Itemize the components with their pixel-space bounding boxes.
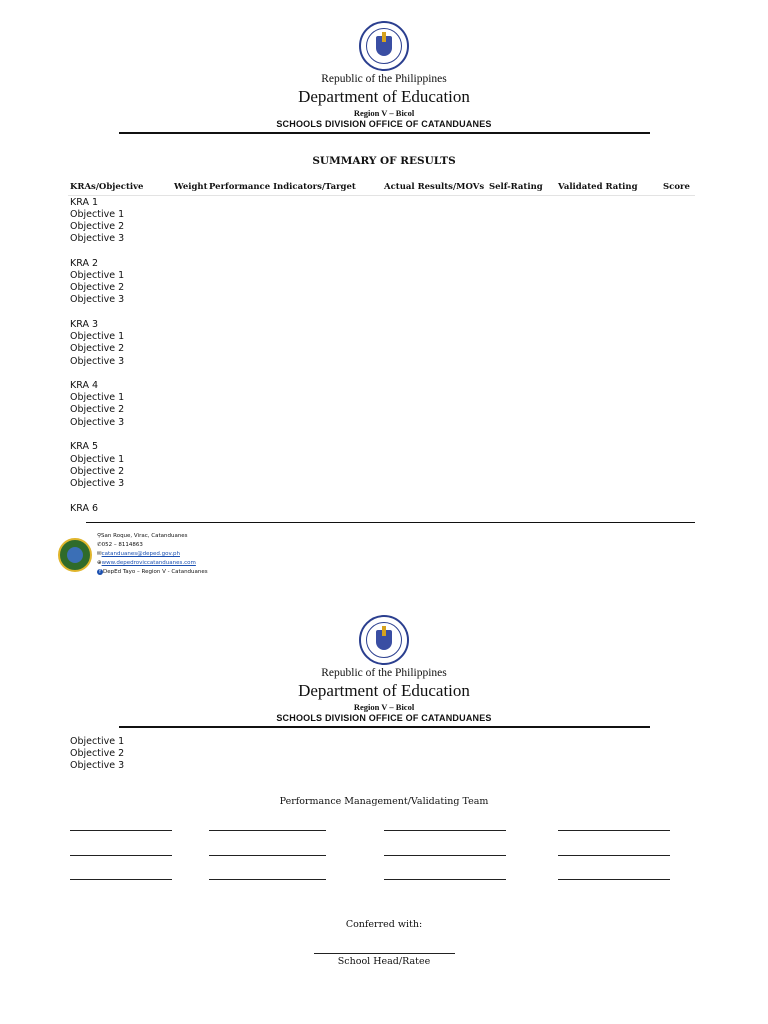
signatory-label: School Head/Ratee — [337, 956, 431, 967]
list-item: Objective 2 — [70, 466, 125, 477]
list-item-kra: KRA 2 — [70, 258, 99, 269]
header-divider — [119, 726, 650, 728]
header-rule — [68, 195, 695, 196]
list-item: Objective 3 — [70, 356, 125, 367]
phone-icon: ✆ — [97, 542, 102, 548]
col-header-score: Score — [663, 182, 690, 192]
email-icon: ✉ — [97, 551, 102, 557]
conferred-label: Conferred with: — [345, 919, 423, 930]
facebook-icon: f — [97, 569, 103, 575]
col-header-self-rating: Self-Rating — [489, 182, 543, 192]
list-item: Objective 3 — [70, 478, 125, 489]
signature-line — [209, 855, 326, 856]
signature-line — [558, 830, 670, 831]
deped-seal-icon — [359, 21, 409, 71]
list-item-kra: KRA 3 — [70, 319, 99, 330]
col-header-weight: Weight — [174, 182, 208, 192]
list-item: Objective 2 — [70, 404, 125, 415]
footer-website[interactable]: ⊕www.depedroviccatanduanes.com — [97, 560, 196, 566]
signature-line — [384, 879, 506, 880]
signature-line — [70, 830, 172, 831]
list-item: Objective 1 — [70, 392, 125, 403]
signature-line — [209, 879, 326, 880]
list-item: Objective 1 — [70, 454, 125, 465]
signature-line — [384, 830, 506, 831]
list-item: Objective 1 — [70, 209, 125, 220]
department-title: Department of Education — [298, 681, 470, 700]
division-text: SCHOOLS DIVISION OFFICE OF CATANDUANES — [276, 713, 492, 723]
list-item: Objective 1 — [70, 736, 125, 747]
signature-line-school-head — [314, 953, 455, 954]
list-item: Objective 3 — [70, 294, 125, 305]
division-text: SCHOOLS DIVISION OFFICE OF CATANDUANES — [276, 119, 492, 129]
col-header-validated: Validated Rating — [558, 182, 638, 192]
footer-facebook[interactable]: f DepEd Tayo – Region V - Catanduanes — [97, 569, 208, 575]
deped-seal-icon — [359, 615, 409, 665]
footer-divider — [86, 522, 695, 523]
footer-email[interactable]: ✉catanduanes@deped.gov.ph — [97, 551, 180, 557]
list-item-kra: KRA 5 — [70, 441, 99, 452]
header-divider — [119, 132, 650, 134]
col-header-kras: KRAs/Objective — [70, 182, 144, 192]
signature-line — [70, 879, 172, 880]
signature-line — [70, 855, 172, 856]
list-item: Objective 2 — [70, 221, 125, 232]
globe-icon: ⊕ — [97, 560, 102, 566]
division-logo-icon — [58, 538, 92, 572]
list-item: Objective 3 — [70, 233, 125, 244]
summary-title: SUMMARY OF RESULTS — [312, 155, 456, 167]
footer-phone: ✆052 – 8114863 — [97, 542, 143, 548]
list-item: Objective 2 — [70, 748, 125, 759]
list-item: Objective 3 — [70, 417, 125, 428]
signature-line — [384, 855, 506, 856]
signature-line — [209, 830, 326, 831]
signature-line — [558, 855, 670, 856]
list-item: Objective 3 — [70, 760, 125, 771]
department-title: Department of Education — [298, 87, 470, 106]
list-item-kra: KRA 4 — [70, 380, 99, 391]
republic-text: Republic of the Philippines — [321, 667, 447, 679]
list-item: Objective 1 — [70, 270, 125, 281]
col-header-indicators: Performance Indicators/Target — [209, 182, 356, 192]
signature-line — [558, 879, 670, 880]
region-text: Region V – Bicol — [353, 108, 415, 118]
list-item: Objective 2 — [70, 282, 125, 293]
col-header-actual: Actual Results/MOVs — [384, 182, 485, 192]
list-item: Objective 1 — [70, 331, 125, 342]
footer-address: ⚲San Roque, Virac, Catanduanes — [97, 533, 188, 539]
location-pin-icon: ⚲ — [97, 533, 102, 539]
republic-text: Republic of the Philippines — [321, 73, 447, 85]
team-label: Performance Management/Validating Team — [279, 796, 489, 807]
list-item-kra: KRA 6 — [70, 503, 99, 514]
region-text: Region V – Bicol — [353, 702, 415, 712]
list-item-kra: KRA 1 — [70, 197, 99, 208]
list-item: Objective 2 — [70, 343, 125, 354]
